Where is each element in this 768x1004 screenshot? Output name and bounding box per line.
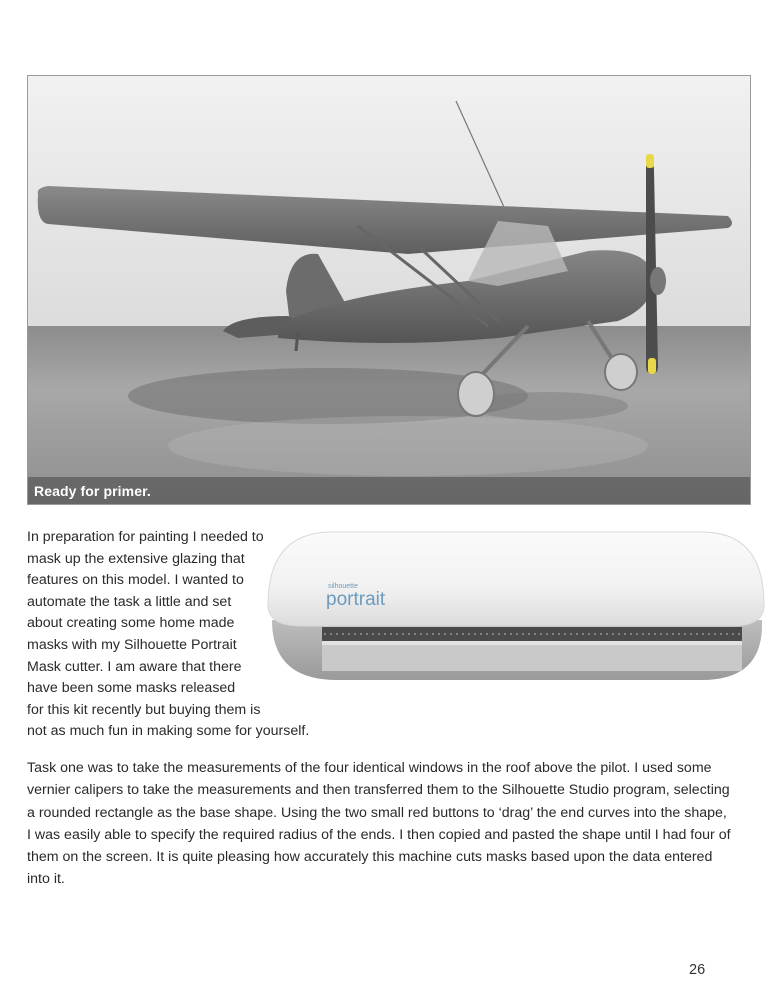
intro-line: masks with my Silhouette Portrait [27,636,237,653]
silhouette-portrait-cutter-image [262,530,768,690]
intro-line: mask up the extensive glazing that [27,550,245,567]
body-line: I was easily able to specify the required radius of the ends. I then copied and pasted the shape until I had four of [27,826,731,843]
cutter-brand-small: silhouette [328,583,358,590]
intro-line: automate the task a little and set [27,593,232,610]
body-line: into it. [27,871,65,888]
cutter-illustration [262,530,768,690]
body-paragraph [27,757,755,891]
intro-line: have been some masks released [27,680,236,697]
photo-caption: Ready for primer. [34,483,151,499]
body-line: Task one was to take the measurements of the four identical windows in the roof above the pilot. I used some [27,760,712,776]
cutter-brand-large: portrait [326,589,386,610]
page-number: 26 [689,962,706,978]
intro-line: not as much fun in making some for yourself. [27,723,310,740]
caption-bar [28,477,750,504]
body-line: vernier calipers to take the measurements and then transferred them to the Silhouette Studio program, selecting [27,782,730,799]
intro-line: features on this model. I wanted to [27,572,244,589]
intro-line: about creating some home made [27,615,235,632]
intro-line: In preparation for painting I needed to [27,529,264,545]
airplane-model-image [28,76,751,505]
intro-line: Mask cutter. I am aware that there [27,658,242,675]
body-line: them on the screen. It is quite pleasing how accurately this machine cuts masks based upon the data entered [27,849,713,866]
body-line: a rounded rectangle as the base shape. Using the two small red buttons to ‘drag’ the end curves into the shape, [27,804,727,821]
airplane-photo [27,75,751,505]
intro-line: for this kit recently but buying them is [27,701,261,718]
